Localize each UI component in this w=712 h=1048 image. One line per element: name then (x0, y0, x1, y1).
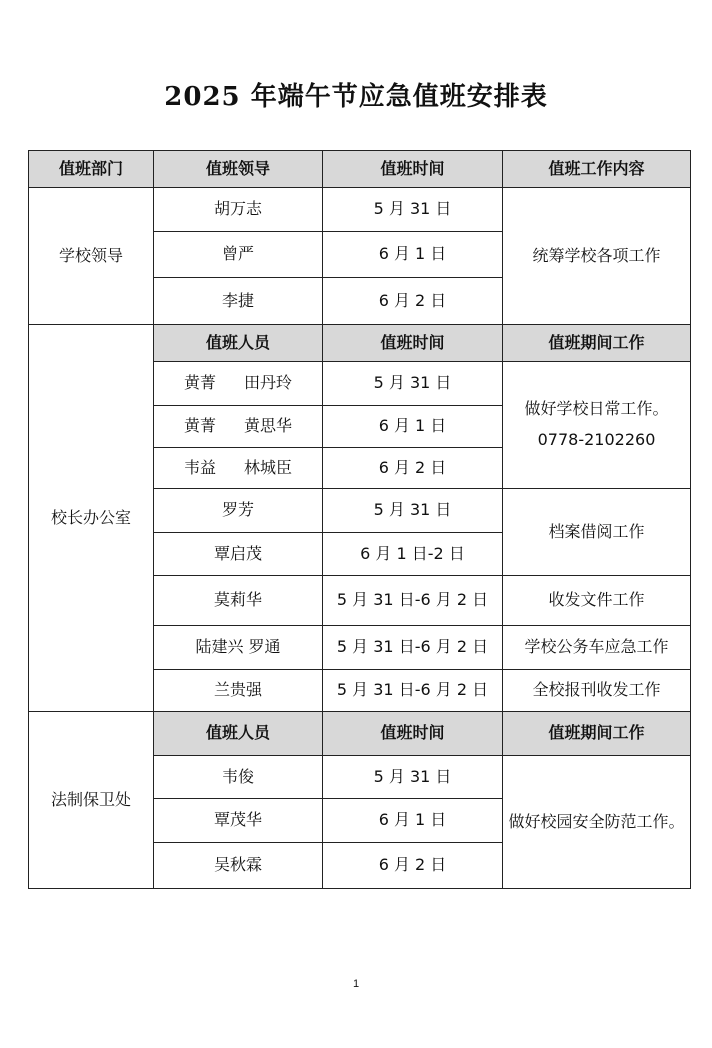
duty-time: 6 月 1 日 (323, 799, 503, 843)
duty-time: 5 月 31 日 (323, 756, 503, 799)
leader-name: 胡万志 (154, 188, 323, 232)
staff-name: 吴秋霖 (154, 843, 323, 889)
subheader-task: 值班期间工作 (503, 712, 691, 756)
staff-names (154, 406, 323, 448)
duty-time: 6 月 2 日 (323, 448, 503, 489)
subheader-row (29, 325, 691, 362)
duty-time: 5 月 31 日 (323, 489, 503, 533)
office-duty-task (503, 362, 691, 489)
subheader-time: 值班时间 (323, 712, 503, 756)
subheader-task: 值班期间工作 (503, 325, 691, 362)
staff-name: 韦俊 (154, 756, 323, 799)
dept-school-leaders: 学校领导 (29, 188, 154, 325)
subheader-staff: 值班人员 (154, 712, 323, 756)
page-title: 2025 年端午节应急值班安排表 (164, 82, 548, 112)
table-row (29, 188, 691, 232)
leader-name: 曾严 (154, 232, 323, 278)
staff-name: 莫莉华 (154, 576, 323, 626)
duty-time: 6 月 1 日 (323, 232, 503, 278)
duty-time: 5 月 31 日 (323, 362, 503, 406)
staff-name: 黄菁 (183, 416, 216, 436)
subheader-staff: 值班人员 (154, 325, 323, 362)
dept-principal-office: 校长办公室 (29, 325, 154, 712)
staff-name: 黄思华 (244, 416, 293, 436)
office-phone: 0778-2102260 (537, 430, 656, 449)
duty-task-text: 做好学校日常工作。 (524, 399, 669, 419)
header-task: 值班工作内容 (503, 151, 691, 188)
duty-time: 6 月 2 日 (323, 843, 503, 889)
staff-name: 田丹玲 (244, 373, 293, 393)
security-task: 做好校园安全防范工作。 (503, 756, 691, 889)
staff-names (154, 448, 323, 489)
staff-name: 黄菁 (183, 373, 216, 393)
duty-task: 收发文件工作 (503, 576, 691, 626)
duty-task: 全校报刊收发工作 (503, 670, 691, 712)
staff-names (154, 362, 323, 406)
duty-time: 5 月 31 日-6 月 2 日 (323, 670, 503, 712)
staff-name: 兰贵强 (154, 670, 323, 712)
duty-schedule-table (28, 150, 691, 889)
subheader-time: 值班时间 (323, 325, 503, 362)
duty-time: 5 月 31 日-6 月 2 日 (323, 626, 503, 670)
leader-name: 李捷 (154, 278, 323, 325)
table-header-row (29, 151, 691, 188)
leaders-task: 统筹学校各项工作 (503, 188, 691, 325)
header-dept: 值班部门 (29, 151, 154, 188)
duty-time: 5 月 31 日 (323, 188, 503, 232)
staff-name: 陆建兴 罗通 (154, 626, 323, 670)
staff-name: 覃启茂 (154, 533, 323, 576)
duty-time: 6 月 1 日 (323, 406, 503, 448)
staff-name: 覃茂华 (154, 799, 323, 843)
duty-task: 学校公务车应急工作 (503, 626, 691, 670)
staff-name: 林城臣 (244, 457, 293, 477)
duty-time: 5 月 31 日-6 月 2 日 (323, 576, 503, 626)
archive-task: 档案借阅工作 (503, 489, 691, 576)
subheader-row (29, 712, 691, 756)
page-number: 1 (352, 978, 360, 990)
header-time: 值班时间 (323, 151, 503, 188)
duty-time: 6 月 1 日-2 日 (323, 533, 503, 576)
dept-legal-security: 法制保卫处 (29, 712, 154, 889)
staff-name: 罗芳 (154, 489, 323, 533)
header-leader: 值班领导 (154, 151, 323, 188)
staff-name: 韦益 (183, 457, 216, 477)
duty-time: 6 月 2 日 (323, 278, 503, 325)
